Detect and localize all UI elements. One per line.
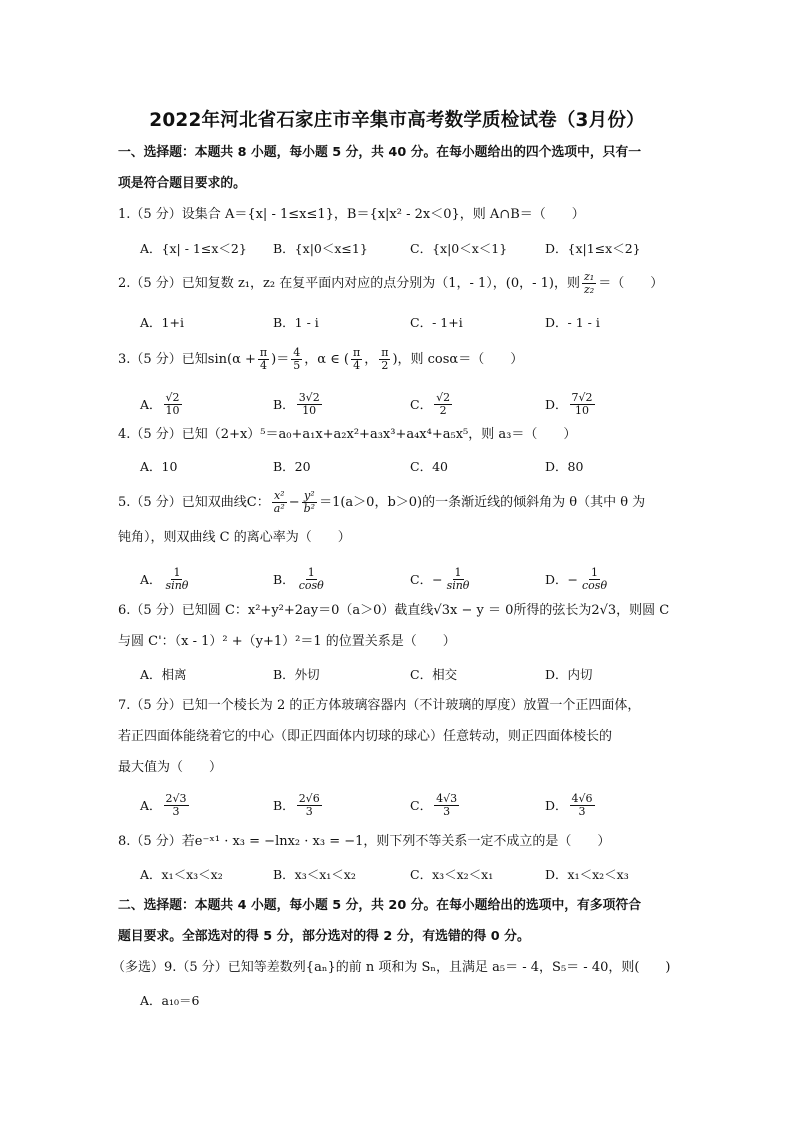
q4-option-b: B．20 [273,459,311,474]
q7-option-c [410,788,461,822]
q3-stem [118,347,678,372]
q5-option-c-sign: − [432,571,443,587]
q3-option-c-letter: C． [410,397,433,412]
q3-option-d [545,389,597,419]
q9-stem: （多选）9.（5 分）已知等差数列{aₙ}的前 n 项和为 Sₙ，且满足 a₅＝ - 4，S₅＝ - 40，则( ) [112,960,671,975]
q2-frac-denominator: z₂ [583,283,595,296]
q5-frac-y2: y² [304,489,315,502]
q2-stem-text: 2.（5 分）已知复数 z₁，z₂ 在复平面内对应的点分别为（1，- 1），(0，- 1)，则 [118,275,580,291]
q3-frac-interval-right [379,347,390,372]
q7-options [140,788,680,822]
q5-option-d-frac [580,567,609,592]
q8-option-d: D．x₁＜x₂＜x₃ [545,867,629,882]
q5-option-d-den: cosθ [582,578,608,592]
q6-option-d: D．内切 [545,667,593,682]
q7-stem-line2: 若正四面体能绕着它的中心（即正四面体内切球的球心）任意转动，则正四面体棱长的 [118,729,613,744]
q2-frac-numerator: z₁ [583,270,595,283]
q2-fraction [582,271,596,296]
q8-option-a: A．x₁＜x₃＜x₂ [140,867,223,882]
q3-option-d-letter: D． [545,397,568,412]
q5-option-b [273,564,328,594]
q2-option-a: A．1+i [140,315,184,330]
q5-option-d-letter: D． [545,572,568,587]
q5-option-c-num: 1 [454,565,462,579]
q3-option-b-num: 3√2 [298,390,320,404]
q4-option-c: C．40 [410,459,448,474]
q6-option-a: A．相离 [140,667,187,682]
q3-option-a-den: 10 [165,403,180,417]
q7-option-c-num: 4√3 [436,791,458,805]
q5-option-c-letter: C． [410,572,433,587]
q5-frac-y2-b2 [302,490,317,515]
q3-option-b [273,389,324,419]
q7-option-b-den: 3 [305,804,313,818]
q5-frac-x2: x² [273,489,285,502]
q6-option-b: B．外切 [273,667,320,682]
q7-option-b-num: 2√6 [298,791,320,805]
q5-option-a-num: 1 [173,565,181,579]
q6-stem-line1: 6.（5 分）已知圆 C：x²+y²+2ay＝0（a＞0）截直线√3x − y ＝ 0所得的弦长为2√3，则圆 C [118,603,670,618]
q8-options [140,862,680,886]
section1-header-line2: 项是符合题目要求的。 [118,176,246,191]
q7-option-d [545,788,597,822]
q3-stem-d: )，则 cosα＝（ ） [392,351,524,367]
exam-title: 2022年河北省石家庄市辛集市高考数学质检试卷（3月份） [149,110,645,131]
q6-stem-line2: 与圆 C'：（x - 1）² +（y+1）²＝1 的位置关系是（ ） [118,634,456,649]
q7-option-a-letter: A． [140,798,162,813]
q3-frac-4-5 [291,347,302,372]
q7-option-d-frac [570,793,595,818]
q3-option-c [410,389,454,419]
q7-option-a-num: 2√3 [165,791,187,805]
q9-option-a: A．a₁₀＝6 [140,993,200,1008]
q7-option-b [273,788,324,822]
q3-stem-b: )＝ [271,351,290,367]
q5-option-d [545,564,611,594]
q5-frac-b2: b² [303,502,316,515]
q5-options [140,564,680,594]
q1-option-a: A．{x| - 1≤x＜2} [140,241,247,256]
q7-option-c-frac [434,793,459,818]
q8-option-b: B．x₃＜x₁＜x₂ [273,867,356,882]
q2-options [140,310,680,334]
q2-option-b: B．1 - i [273,315,319,330]
q3-option-b-letter: B． [273,397,295,412]
q5-stem [118,490,678,515]
q8-option-c: C．x₃＜x₂＜x₁ [410,867,494,882]
q7-option-c-letter: C． [410,798,433,813]
q3-frac-interval-left [351,347,362,372]
q4-stem: 4.（5 分）已知（2+x）⁵＝a₀+a₁x+a₂x²+a₃x³+a₄x⁴+a₅x⁵，则 a₃＝（ ） [118,427,577,442]
q3-frac-interval-left-den: 4 [353,359,361,372]
q3-frac-interval-right-num: π [381,346,389,359]
q1-stem: 1.（5 分）设集合 A＝{x| - 1≤x≤1}，B＝{x|x² - 2x＜0}，则 A∩B＝（ ） [118,207,585,222]
q7-option-b-letter: B． [273,798,295,813]
q5-stem-line2: 钝角），则双曲线 C 的离心率为（ ） [118,530,351,545]
q2-option-d: D．- 1 - i [545,315,600,330]
q3-option-a [140,389,184,419]
q5-option-a [140,564,192,594]
q3-options [140,389,680,419]
q5-option-b-letter: B． [273,572,295,587]
q5-frac-x2-a2 [272,490,287,515]
q5-option-a-den: sinθ [165,578,189,592]
q2-stem [118,271,678,296]
q3-frac-interval-right-den: 2 [381,359,389,372]
q3-option-d-num: 7√2 [571,390,593,404]
section2-header-line2: 题目要求。全部选对的得 5 分，部分选对的得 2 分，有选错的得 0 分。 [118,929,530,944]
q4-option-d: D．80 [545,459,584,474]
q5-stem-b: ＝1(a＞0，b＞0)的一条渐近线的倾斜角为 θ（其中 θ 为 [319,494,646,510]
q3-frac-4-5-den: 5 [293,359,301,372]
q7-option-a-frac [164,793,189,818]
q3-frac-pi-4-den: 4 [260,359,267,372]
q5-stem-a: 5.（5 分）已知双曲线C： [118,494,270,510]
q3-frac-pi-4 [258,347,269,372]
q3-stem-c: ，α ∈ ( [304,351,349,367]
q3-frac-interval-left-num: π [352,346,361,359]
q4-option-a: A．10 [140,459,178,474]
q5-option-c [410,564,473,594]
q9-options [140,988,680,1012]
q7-option-d-num: 4√6 [571,791,593,805]
section1-header-line1: 一、选择题：本题共 8 小题，每小题 5 分，共 40 分。在每小题给出的四个选项中，只有一 [118,145,642,160]
section2-header-line1: 二、选择题：本题共 4 小题，每小题 5 分，共 20 分。在每小题给出的选项中，有多项符合 [118,898,642,913]
q7-option-d-den: 3 [578,804,586,818]
q3-option-c-den: 2 [439,403,447,417]
q8-stem: 8.（5 分）若e⁻ˣ¹ · x₃ = −lnx₂ · x₃ = −1，则下列不等关系一定不成立的是（ ） [118,834,611,849]
q4-options [140,454,680,478]
q5-option-b-frac [297,567,326,592]
q6-options [140,662,680,686]
q3-option-b-frac [297,392,322,417]
q5-option-d-num: 1 [591,565,599,579]
q3-option-c-frac [434,392,452,417]
q5-option-a-letter: A． [140,572,162,587]
q5-option-b-den: cosθ [298,578,324,592]
q1-options [140,236,680,260]
q6-option-c: C．相交 [410,667,458,682]
q5-option-c-den: sinθ [446,578,470,592]
q3-interval-comma: ， [364,351,378,367]
q5-option-d-sign: − [567,571,579,587]
q1-option-d: D．{x|1≤x＜2} [545,241,641,256]
q5-option-a-frac [164,567,191,592]
q7-option-a-den: 3 [172,804,180,818]
q3-option-a-num: √2 [165,390,180,404]
q2-option-c: C．- 1+i [410,315,463,330]
q1-option-c: C．{x|0＜x＜1} [410,241,508,256]
q7-option-b-frac [297,793,322,818]
q3-option-a-frac [164,392,182,417]
q3-option-c-num: √2 [436,390,451,404]
q3-option-d-den: 10 [575,403,590,417]
q7-option-d-letter: D． [545,798,568,813]
q3-option-a-letter: A． [140,397,162,412]
q7-stem-line3: 最大值为（ ） [118,760,223,775]
q3-frac-pi-4-num: π [259,346,268,359]
q5-option-c-frac [445,567,472,592]
q7-option-c-den: 3 [443,804,451,818]
q3-stem-a: 3.（5 分）已知sin(α + [118,351,256,367]
q3-frac-4-5-num: 4 [293,346,301,359]
q5-minus: − [288,494,300,510]
q7-stem-line1: 7.（5 分）已知一个棱长为 2 的正方体玻璃容器内（不计玻璃的厚度）放置一个正四面体， [118,698,641,713]
q7-option-a [140,788,191,822]
q1-option-b: B．{x|0＜x≤1} [273,241,368,256]
q5-option-b-num: 1 [307,565,315,579]
q5-frac-a2: a² [273,502,285,515]
q3-option-b-den: 10 [302,403,317,417]
q3-option-d-frac [570,392,595,417]
q2-stem-end: ＝（ ） [598,275,664,291]
